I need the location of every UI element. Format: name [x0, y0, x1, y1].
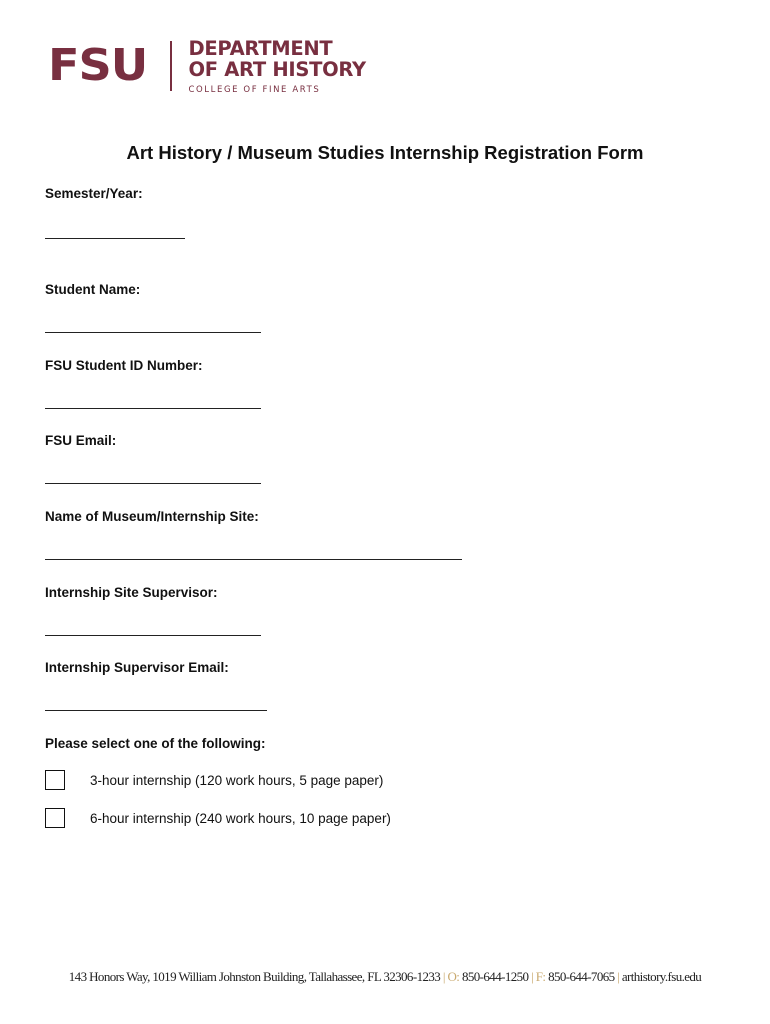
fsu-logo-mark: FSU	[48, 40, 148, 91]
logo-text	[188, 38, 365, 95]
option-6-hour-label: 6-hour internship (240 work hours, 10 page paper)	[90, 810, 391, 826]
footer-address: 143 Honors Way, 1019 William Johnston Building, Tallahassee, FL 32306-1233	[68, 969, 441, 984]
fsu-email-field[interactable]	[45, 483, 261, 484]
logo-divider	[170, 41, 172, 91]
option-3-hour[interactable]	[45, 770, 383, 790]
option-6-hour[interactable]	[45, 808, 391, 828]
select-prompt: Please select one of the following:	[45, 736, 266, 751]
department-logo	[48, 38, 366, 94]
logo-college-line: COLLEGE OF FINE ARTS	[188, 84, 321, 95]
footer-separator: |	[442, 969, 445, 984]
student-id-label: FSU Student ID Number:	[45, 358, 203, 373]
student-name-label: Student Name:	[45, 282, 141, 297]
supervisor-email-field[interactable]	[45, 710, 267, 711]
semester-year-field[interactable]	[45, 238, 185, 239]
option-6-hour-checkbox[interactable]	[45, 808, 65, 828]
site-supervisor-label: Internship Site Supervisor:	[45, 585, 218, 600]
student-id-field[interactable]	[45, 408, 261, 409]
form-title: Art History / Museum Studies Internship Registration Form	[126, 142, 644, 163]
footer-fax-tag: F:	[535, 969, 546, 984]
footer-fax: 850-644-7065	[548, 969, 615, 984]
logo-department-line1: DEPARTMENT	[188, 36, 333, 60]
site-supervisor-field[interactable]	[45, 635, 261, 636]
footer-contact	[0, 969, 770, 985]
footer-separator: |	[617, 969, 620, 984]
footer-phone-tag: O:	[447, 969, 460, 984]
option-3-hour-checkbox[interactable]	[45, 770, 65, 790]
fsu-email-label: FSU Email:	[45, 433, 117, 448]
footer-website-link[interactable]: arthistory.fsu.edu	[621, 969, 702, 984]
museum-site-field[interactable]	[45, 559, 462, 560]
footer-separator: |	[531, 969, 534, 984]
logo-department-line2: OF ART HISTORY	[188, 57, 366, 81]
museum-site-label: Name of Museum/Internship Site:	[45, 509, 259, 524]
student-name-field[interactable]	[45, 332, 261, 333]
footer-phone: 850-644-1250	[461, 969, 529, 984]
supervisor-email-label: Internship Supervisor Email:	[45, 660, 229, 675]
semester-year-label: Semester/Year:	[45, 186, 143, 201]
option-3-hour-label: 3-hour internship (120 work hours, 5 page paper)	[90, 772, 384, 788]
